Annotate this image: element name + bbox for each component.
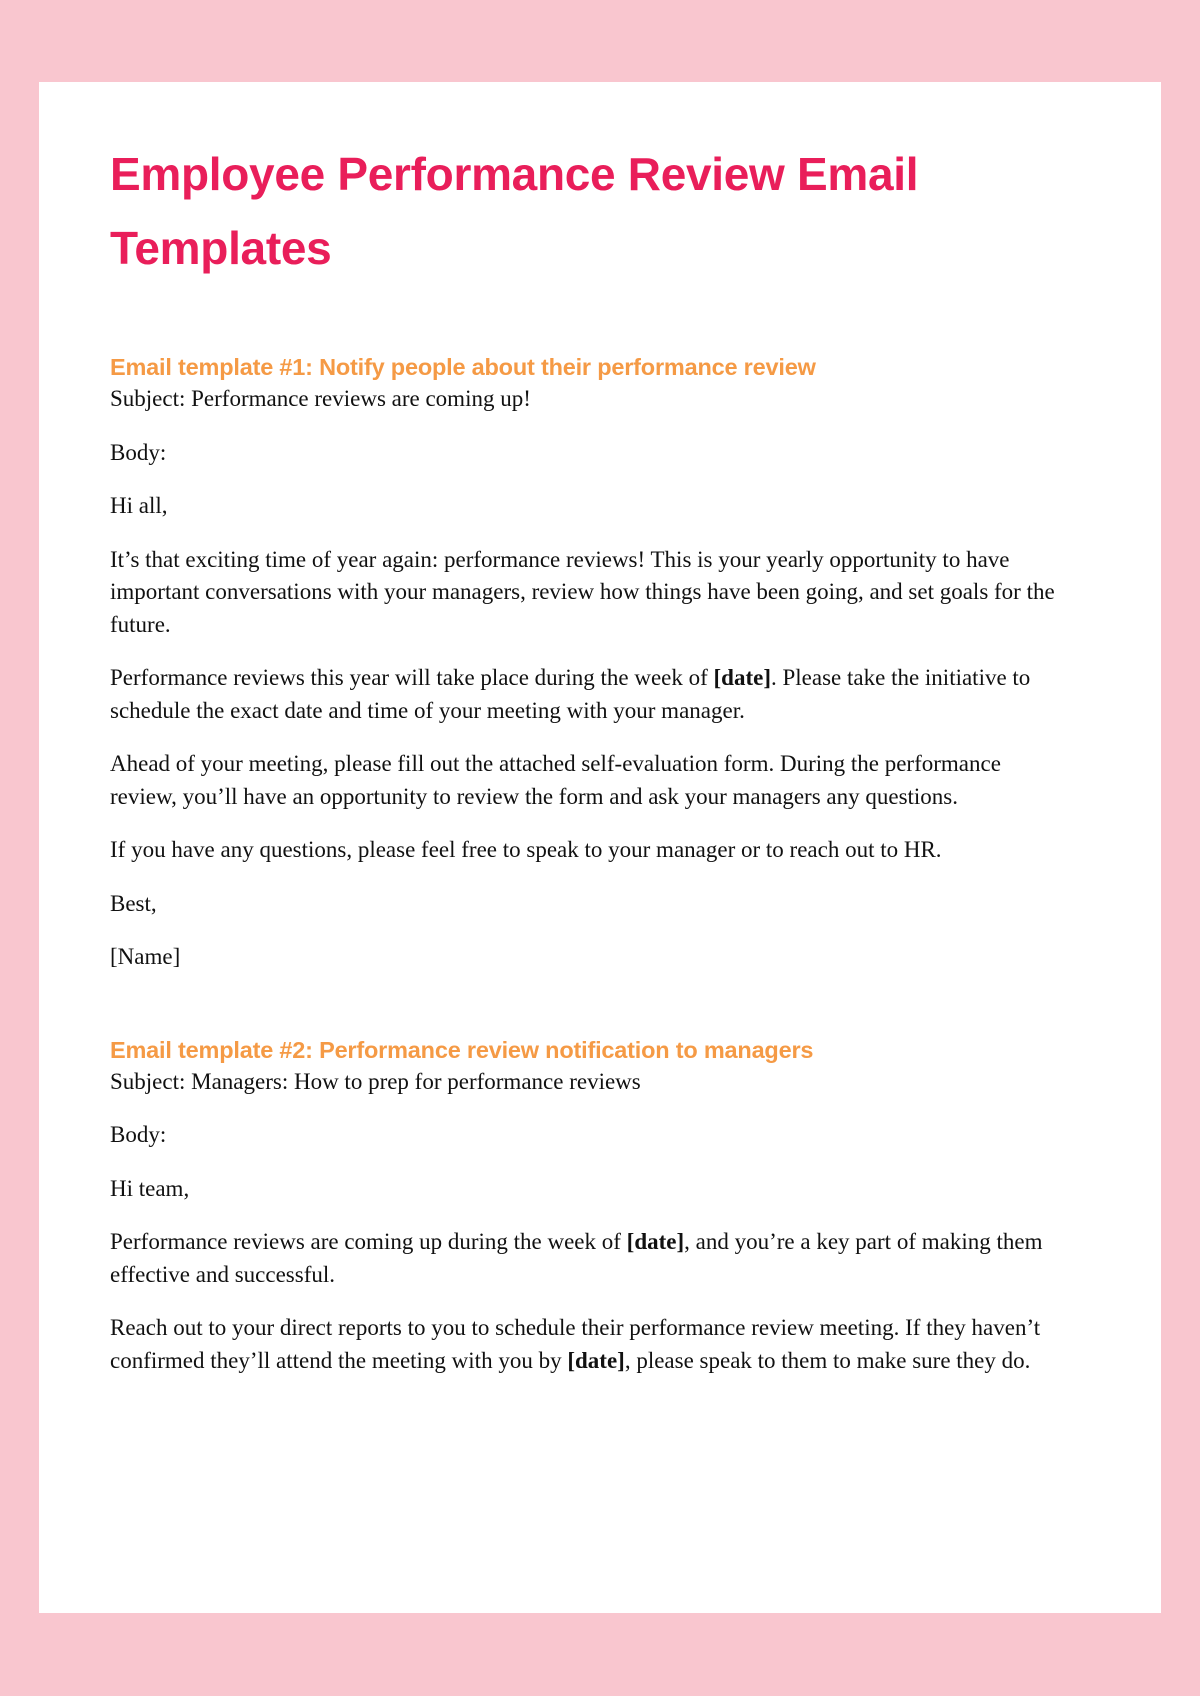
template-2-body-label: Body: [110,1122,167,1147]
template-1-paragraph-2-text-a: Performance reviews this year will take place during the week of [110,665,714,690]
template-2-paragraph-1-text-a: Performance reviews are coming up during the week of [110,1229,627,1254]
template-1-greeting: Hi all, [110,493,168,518]
document-title: Employee Performance Review Email Templates [110,148,919,274]
template-2-paragraph-2 [110,1312,1070,1377]
name-placeholder: [Name] [110,944,181,969]
template-2-paragraph-1 [110,1226,1070,1291]
template-1-heading: Email template #1: Notify people about their performance review [110,354,816,380]
template-1-paragraph-1: It’s that exciting time of year again: performance reviews! This is your yearly opportunity to have important conversations with your managers, review how things have been going, and set goals for the future. [110,546,1055,637]
date-placeholder: [date] [713,665,771,690]
document-page [39,82,1161,1613]
template-1-paragraph-4: If you have any questions, please feel free to speak to your manager or to reach out to HR. [110,837,942,862]
template-1-body-label: Body: [110,439,167,465]
template-1-paragraph-2 [110,662,1070,727]
template-2-heading: Email template #2: Performance review notification to managers [110,1036,814,1063]
template-2-subject: Subject: Managers: How to prep for performance reviews [110,1068,641,1094]
template-2-paragraph-2-text-b: , please speak to them to make sure they do. [624,1347,1031,1373]
template-2-paragraph-1-text-b: , and you’re a key part of making them effective and successful. [110,1229,1043,1287]
template-2-section [110,1034,1091,1378]
template-1-section [110,351,1091,974]
template-1-paragraph-2-text-b: . Please take the initiative to schedule the exact date and time of your meeting with your manager. [110,665,1031,723]
date-placeholder: [date] [567,1347,625,1373]
template-1-subject: Subject: Performance reviews are coming up! [110,386,531,411]
template-2-greeting: Hi team, [110,1175,190,1201]
template-1-signoff: Best, [110,890,157,916]
date-placeholder: [date] [626,1229,685,1254]
template-2-paragraph-2-text-a: Reach out to your direct reports to you to schedule their performance review meeting. If they haven’t confirmed they’ll attend the meeting with you by [110,1315,1041,1373]
template-1-paragraph-3: Ahead of your meeting, please fill out the attached self-evaluation form. During the performance review, you’ll have an opportunity to review the form and ask your managers any questions. [110,751,1001,809]
